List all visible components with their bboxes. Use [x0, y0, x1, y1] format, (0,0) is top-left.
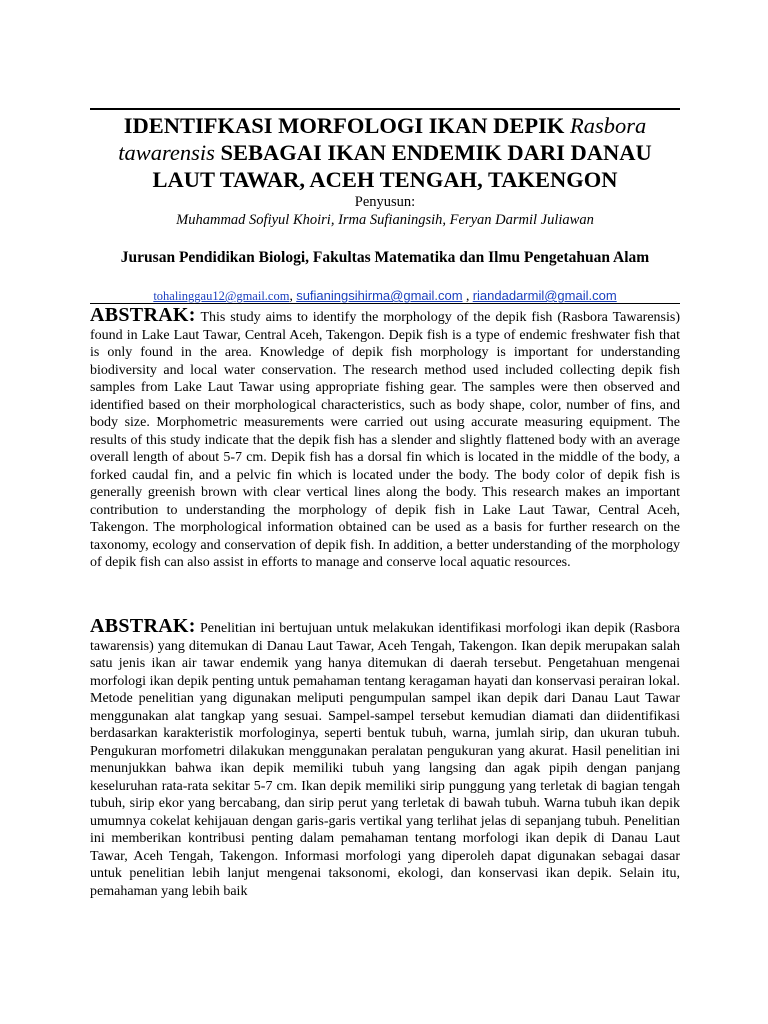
abstract-indonesian-heading: ABSTRAK: [90, 615, 196, 637]
email-link-3[interactable]: riandadarmil@gmail.com [472, 288, 617, 303]
abstract-english-heading: ABSTRAK: [90, 304, 196, 326]
title-part-1: IDENTIFKASI MORFOLOGI IKAN DEPIK [123, 113, 571, 138]
email-separator-2: , [462, 288, 473, 303]
paper-title [90, 112, 680, 193]
title-species-name: Rasbora tawarensis [118, 113, 647, 165]
header-rule [90, 108, 680, 110]
abstract-indonesian [90, 615, 681, 900]
authors-label: Penyusun: [354, 194, 416, 210]
author-list: Muhammad Sofiyul Khoiri, Irma Sufianingsih, Feryan Darmil Juliawan [176, 212, 594, 228]
title-part-2: SEBAGAI IKAN ENDEMIK DARI DANAU LAUT TAWAR, ACEH TENGAH, TAKENGON [152, 140, 652, 192]
abstract-english-text: This study aims to identify the morphology of the depik fish (Rasbora Tawarensis) found in Lake Laut Tawar, Central Aceh, Takengon. Depik fish is a type of endemic freshwater fish that is only found in the area. Knowledge of depik fish morphology is important for understanding biodiversity and local water conservation. The research method used included collecting depik fish samples from Lake Laut Tawar using appropriate fishing gear. The samples were then observed and identified based on their morphological characteristics, such as body shape, color, number of fins, and body size. Morphometric measurements were carried out using accurate measuring equipment. The results of this study indicate that the depik fish has a slender and slightly flattened body with an average overall length of about 5-7 cm. Depik fish has a dorsal fin which is located in the middle of the body, a forked caudal fin, and a pelvic fin which is located under the body. The body color of depik fish is generally greenish brown with clear vertical lines along the body. This research makes an important contribution to understanding the morphology of depik fish in Lake Laut Tawar, Central Aceh, Takengon. The morphological information obtained can be used as a basis for further research on the taxonomy, ecology and conservation of depik fish. In addition, a better understanding of the morphology of depik fish can also assist in efforts to manage and conserve local aquatic resources. [90, 310, 681, 570]
email-link-1[interactable]: tohalinggau12@gmail.com [153, 289, 290, 303]
abstract-english [90, 304, 681, 572]
email-link-2[interactable]: sufianingsihirma@gmail.com [296, 288, 463, 303]
email-separator-1: , [289, 288, 297, 303]
abstract-indonesian-text: Penelitian ini bertujuan untuk melakukan identifikasi morfologi ikan depik (Rasbora tawarensis) yang ditemukan di Danau Laut Tawar, Aceh Tengah, Takengon. Ikan depik merupakan salah satu jenis ikan air tawar endemik yang hanya ditemukan di daerah tersebut. Pengetahuan mengenai morfologi ikan depik penting untuk pemahaman tentang keragaman hayati dan konservasi perairan lokal. Metode penelitian yang digunakan meliputi pengumpulan sampel ikan depik dari Danau Laut Tawar menggunakan alat tangkap yang sesuai. Sampel-sampel tersebut kemudian diamati dan diidentifikasi berdasarkan karakteristik morfologinya, seperti bentuk tubuh, warna, jumlah sirip, dan ukuran tubuh. Pengukuran morfometri dilakukan menggunakan peralatan pengukuran yang akurat. Hasil penelitian ini menunjukkan bahwa ikan depik memiliki tubuh yang langsing dan agak pipih dengan panjang keseluruhan rata-rata sekitar 5-7 cm. Ikan depik memiliki sirip punggung yang terletak di bagian tengah tubuh, sirip ekor yang bercabang, dan sirip perut yang terletak di bawah tubuh. Warna tubuh ikan depik umumnya cokelat kehijauan dengan garis-garis vertikal yang terlihat jelas di sepanjang tubuh. Penelitian ini memberikan kontribusi penting dalam pemahaman tentang morfologi ikan depik di Danau Laut Tawar, Aceh Tengah, Takengon. Informasi morfologi yang diperoleh dapat digunakan sebagai dasar untuk penelitian lebih lanjut mengenai taksonomi, ekologi, dan konservasi ikan depik. Selain itu, pemahaman yang lebih baik [90, 621, 681, 899]
department-affiliation: Jurusan Pendidikan Biologi, Fakultas Matematika dan Ilmu Pengetahuan Alam [120, 249, 650, 266]
